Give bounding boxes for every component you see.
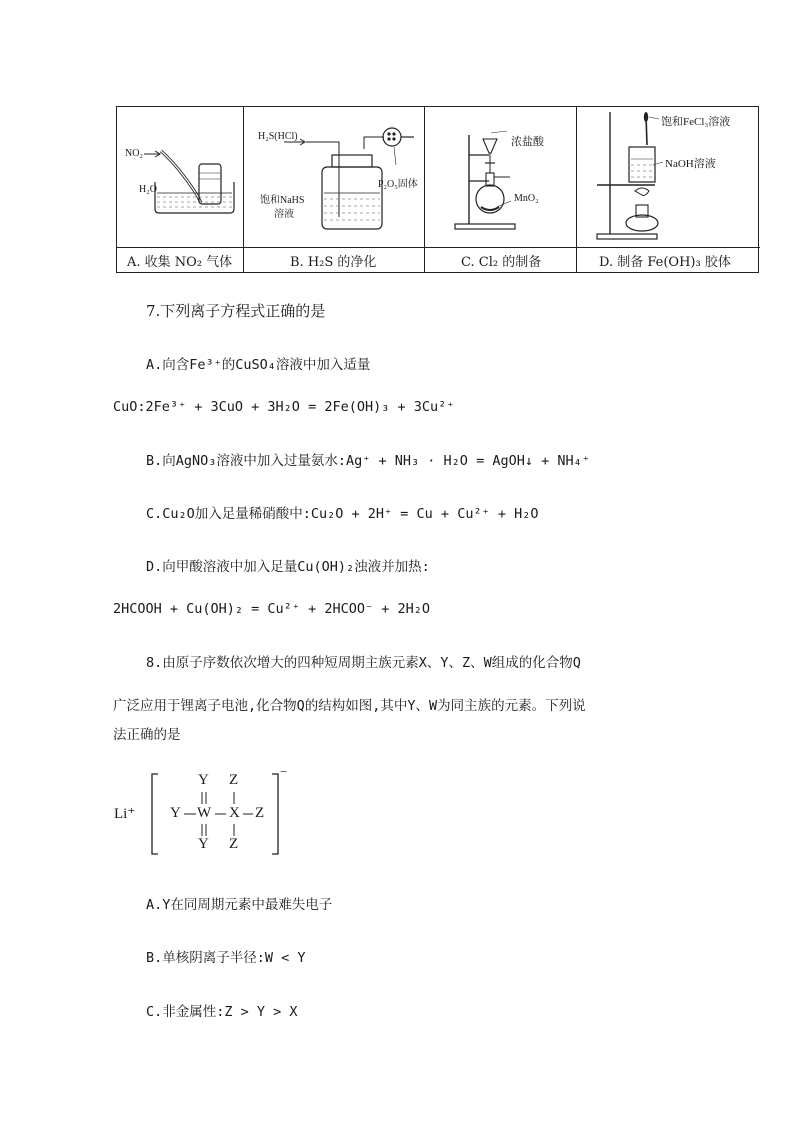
struct-atom-y-bottom: Y: [198, 836, 209, 852]
q8-stem-line3: 法正确的是: [113, 727, 181, 743]
struct-atom-y-top: Y: [198, 772, 209, 788]
apparatus-table: [116, 106, 759, 273]
q7-option-a-line1: A.向含Fe³⁺的CuSO₄溶液中加入适量: [146, 357, 371, 373]
caption-a: A. 收集 NO₂ 气体: [127, 255, 233, 270]
caption-d: D. 制备 Fe(OH)₃ 胶体: [599, 255, 731, 270]
q7-option-b: B.向AgNO₃溶液中加入过量氨水:Ag⁺ + NH₃ · H₂O = AgOH↓ + NH₄⁺: [146, 453, 590, 469]
label-d-naoh: NaOH溶液: [665, 158, 716, 170]
label-b-p2o5: P₂O₅固体: [378, 179, 418, 190]
q7-option-a-line2: CuO:2Fe³⁺ + 3CuO + 3H₂O = 2Fe(OH)₃ + 3Cu²⁺: [113, 399, 455, 415]
struct-atom-z-top: Z: [229, 772, 239, 788]
q8-option-b: B.单核阴离子半径:W < Y: [146, 950, 306, 966]
label-c-mno2: MnO₂: [514, 193, 539, 204]
caption-c: C. Cl₂ 的制备: [461, 255, 542, 270]
q7-option-c: C.Cu₂O加入足量稀硝酸中:Cu₂O + 2H⁺ = Cu + Cu²⁺ + H₂O: [146, 506, 539, 522]
struct-atom-z-bottom: Z: [229, 836, 239, 852]
label-b-h2s: H₂S(HCl): [258, 131, 298, 142]
q8-option-c: C.非金属性:Z > Y > X: [146, 1004, 298, 1020]
label-a-h2o: H₂O: [139, 184, 157, 195]
q7-stem: 7.下列离子方程式正确的是: [146, 302, 326, 320]
apparatus-cell-b: [244, 107, 425, 272]
struct-atom-w: W: [197, 805, 212, 821]
label-c-hcl: 浓盐酸: [511, 136, 544, 148]
struct-cation: Li⁺: [114, 806, 136, 822]
label-d-fecl3: 饱和FeCl₃溶液: [661, 116, 731, 128]
apparatus-cell-c: [425, 107, 577, 272]
compound-q-structure: [112, 764, 288, 858]
label-b-nahs: 饱和NaHS: [260, 195, 305, 206]
apparatus-a-drawing: [117, 107, 244, 247]
apparatus-cell-a: [117, 107, 244, 272]
label-a-no2: NO₂: [125, 148, 143, 159]
apparatus-c-drawing: [425, 107, 577, 247]
struct-atom-y-left: Y: [170, 805, 181, 821]
struct-charge: −: [280, 764, 288, 779]
q8-stem-line2: 广泛应用于锂离子电池,化合物Q的结构如图,其中Y、W为同主族的元素。下列说: [113, 698, 586, 714]
q7-option-d-line1: D.向甲酸溶液中加入足量Cu(OH)₂浊液并加热:: [146, 559, 430, 575]
apparatus-cell-d: [577, 107, 760, 272]
struct-atom-z-right: Z: [255, 805, 265, 821]
label-b-solution: 溶液: [274, 209, 294, 220]
caption-b: B. H₂S 的净化: [290, 255, 377, 270]
struct-atom-x: X: [229, 805, 240, 821]
q8-stem-line1: 8.由原子序数依次增大的四种短周期主族元素X、Y、Z、W组成的化合物Q: [146, 655, 581, 671]
q8-option-a: A.Y在同周期元素中最难失电子: [146, 897, 333, 913]
q7-option-d-line2: 2HCOOH + Cu(OH)₂ = Cu²⁺ + 2HCOO⁻ + 2H₂O: [113, 601, 430, 617]
